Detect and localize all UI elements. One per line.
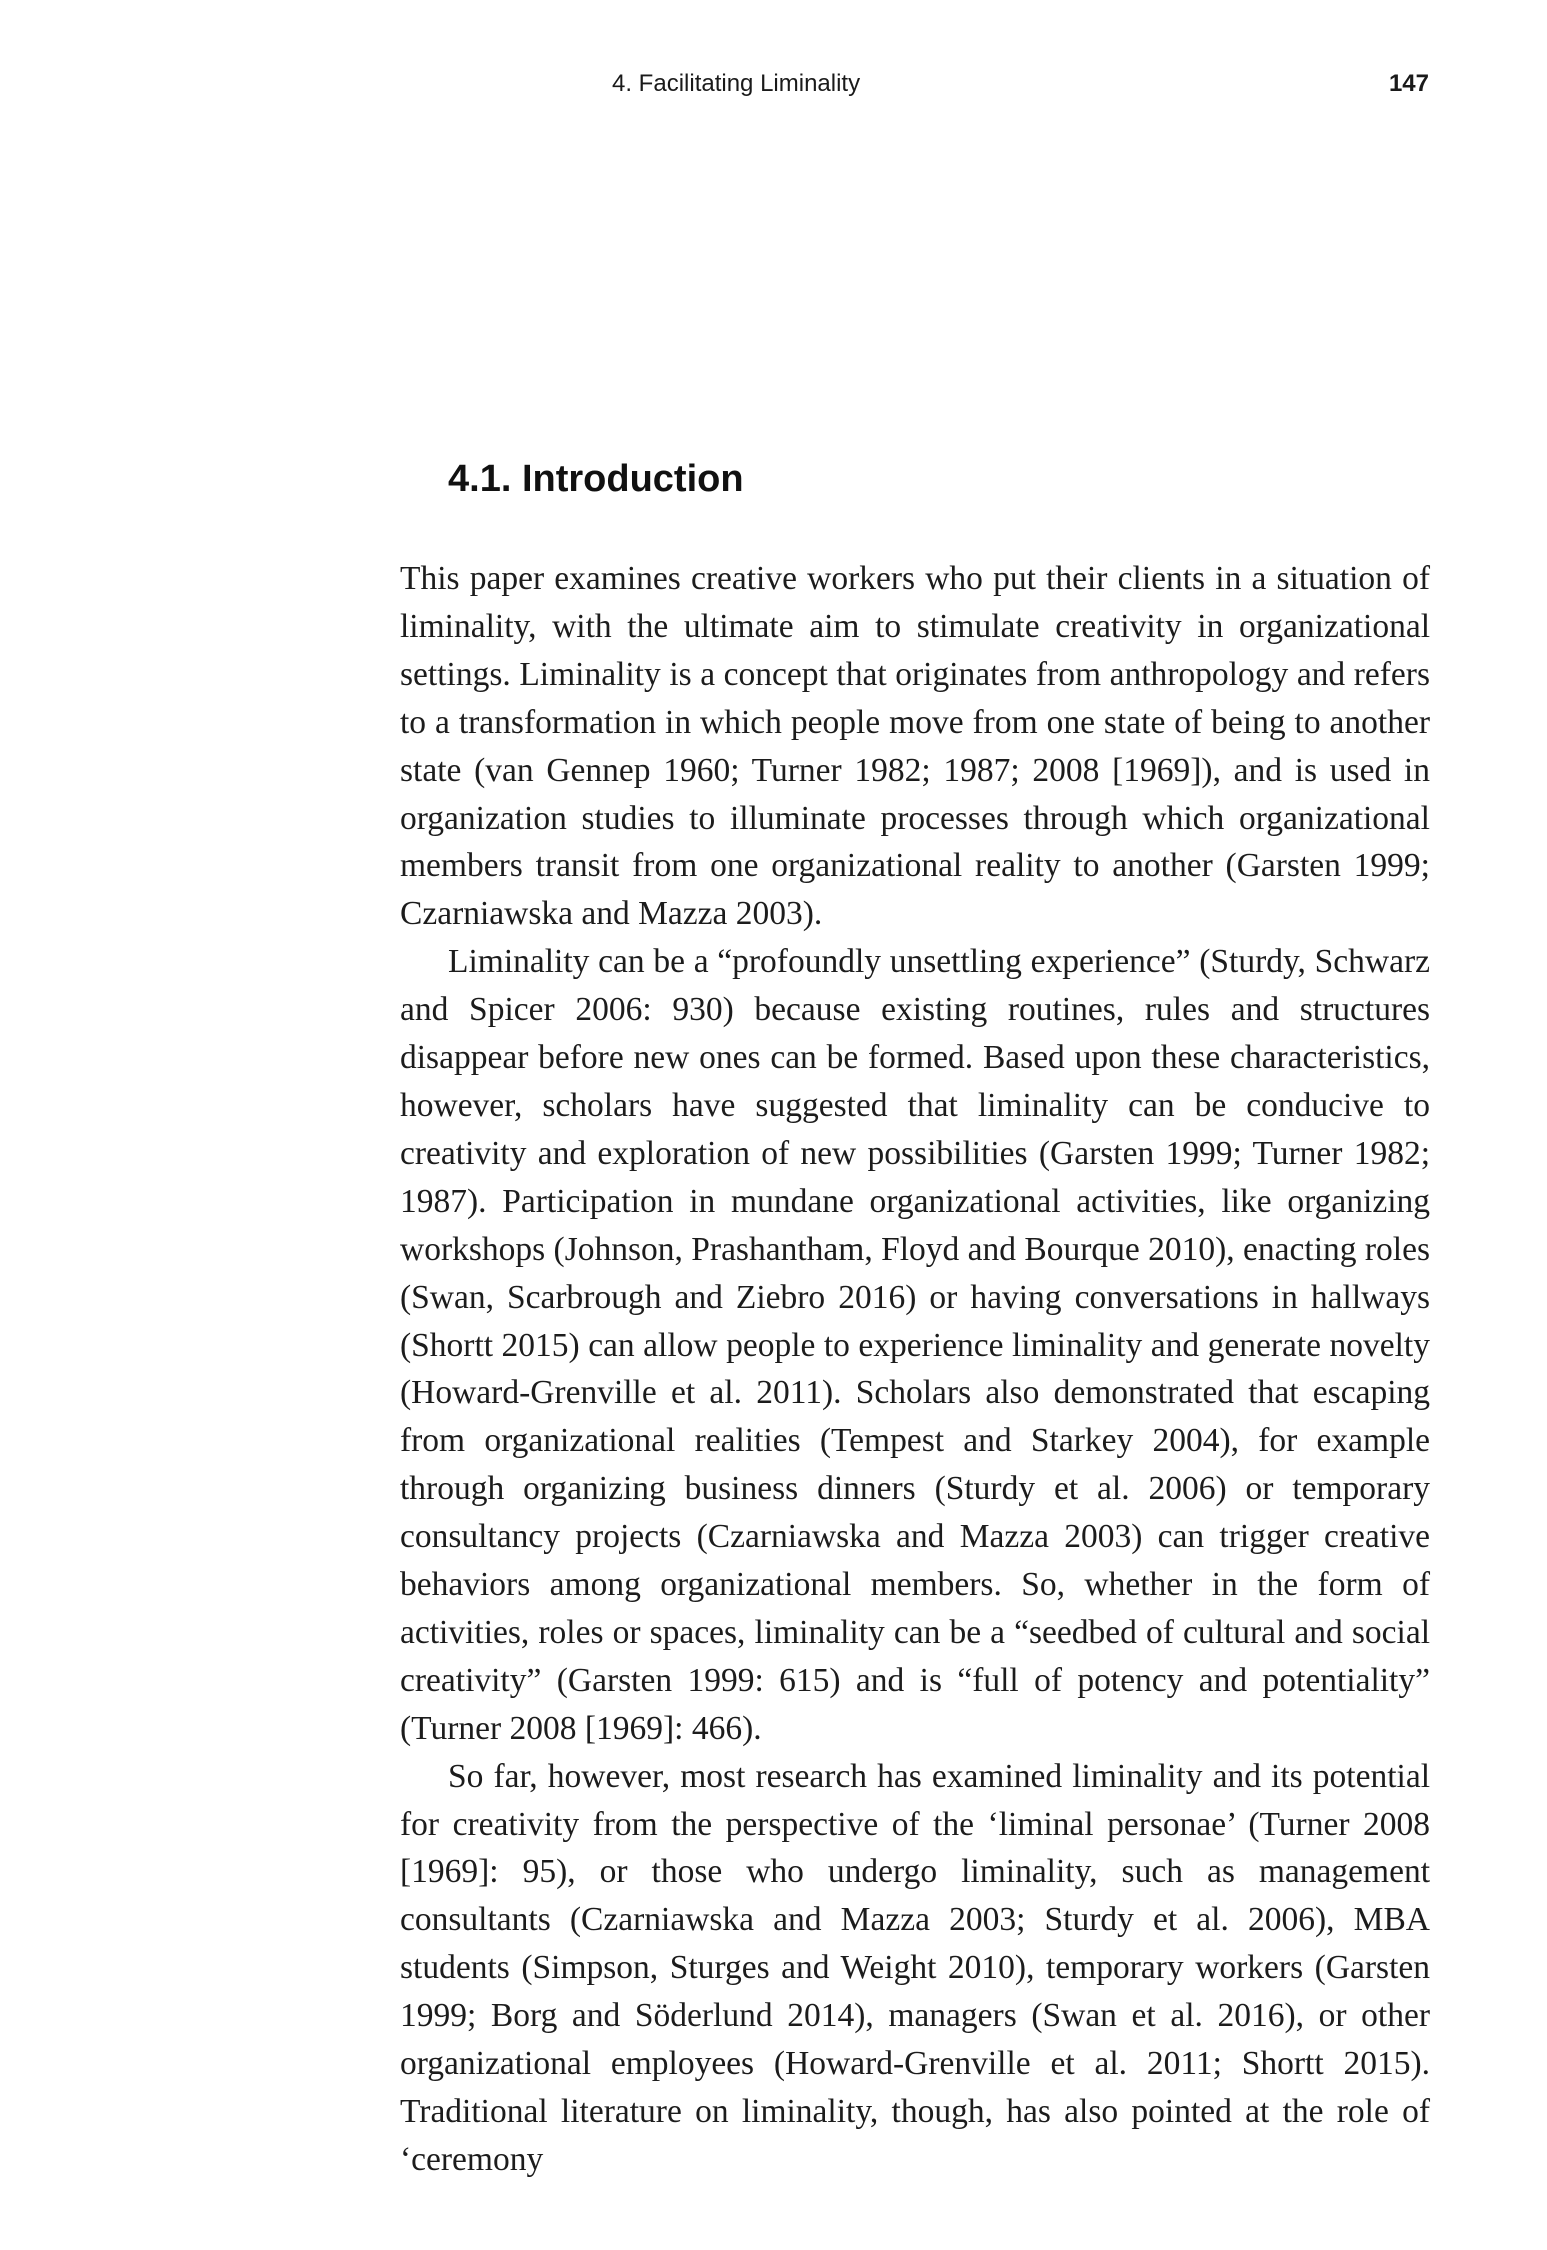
- body-text: [400, 555, 1430, 2184]
- chapter-title: 4. Facilitating Liminality: [612, 70, 861, 97]
- paragraph: This paper examines creative workers who put their clients in a situation of liminality, with the ultimate aim to stimulate creativity in organizational settings. Liminality is a concept that originates from anthropology and refers to a transformation in which people move from one state of being to another state (van Gennep 1960; Turner 1982; 1987; 2008 [1969]), and is used in organization studies to illuminate processes through which organizational members transit from one organizational reality to another (Garsten 1999; Czarniawska and Mazza 2003).: [400, 560, 1430, 933]
- paragraph: Liminality can be a “profoundly unsettling experience” (Sturdy, Schwarz and Spicer 2006: 930) because existing routines, rules and structures disappear before new ones can be formed. Based upon these characteristics, however, scholars have suggested that liminality can be conducive to creativity and exploration of new possibilities (Garsten 1999; Turner 1982; 1987). Participation in mundane organizational activities, like organizing workshops (Johnson, Prashantham, Floyd and Bourque 2010), enacting roles (Swan, Scarbrough and Ziebro 2016) or having conversations in hallways (Shortt 2015) can allow people to experience liminality and generate novelty (Howard-Grenville et al. 2011). Scholars also demonstrated that escaping from organizational realities (Tempest and Starkey 2004), for example through organizing business dinners (Sturdy et al. 2006) or temporary consultancy projects (Czarniawska and Mazza 2003) can trigger creative behaviors among organizational members. So, whether in the form of activities, roles or spaces, liminality can be a “seedbed of cultural and social creativity” (Garsten 1999: 615) and is “full of potency and potentiality” (Turner 2008 [1969]: 466).: [400, 943, 1430, 1747]
- page-number: 147: [1388, 70, 1429, 97]
- paragraph: So far, however, most research has examined liminality and its potential for creativity from the perspective of the ‘liminal personae’ (Turner 2008 [1969]: 95), or those who undergo liminality, such as management consultants (Czarniawska and Mazza 2003; Sturdy et al. 2006), MBA students (Simpson, Sturges and Weight 2010), temporary workers (Garsten 1999; Borg and Söderlund 2014), managers (Swan et al. 2016), or other organizational employees (Howard-Grenville et al. 2011; Shortt 2015). Traditional literature on liminality, though, has also pointed at the role of ‘ceremony: [400, 1757, 1430, 2178]
- section-heading: 4.1. Introduction: [448, 458, 744, 500]
